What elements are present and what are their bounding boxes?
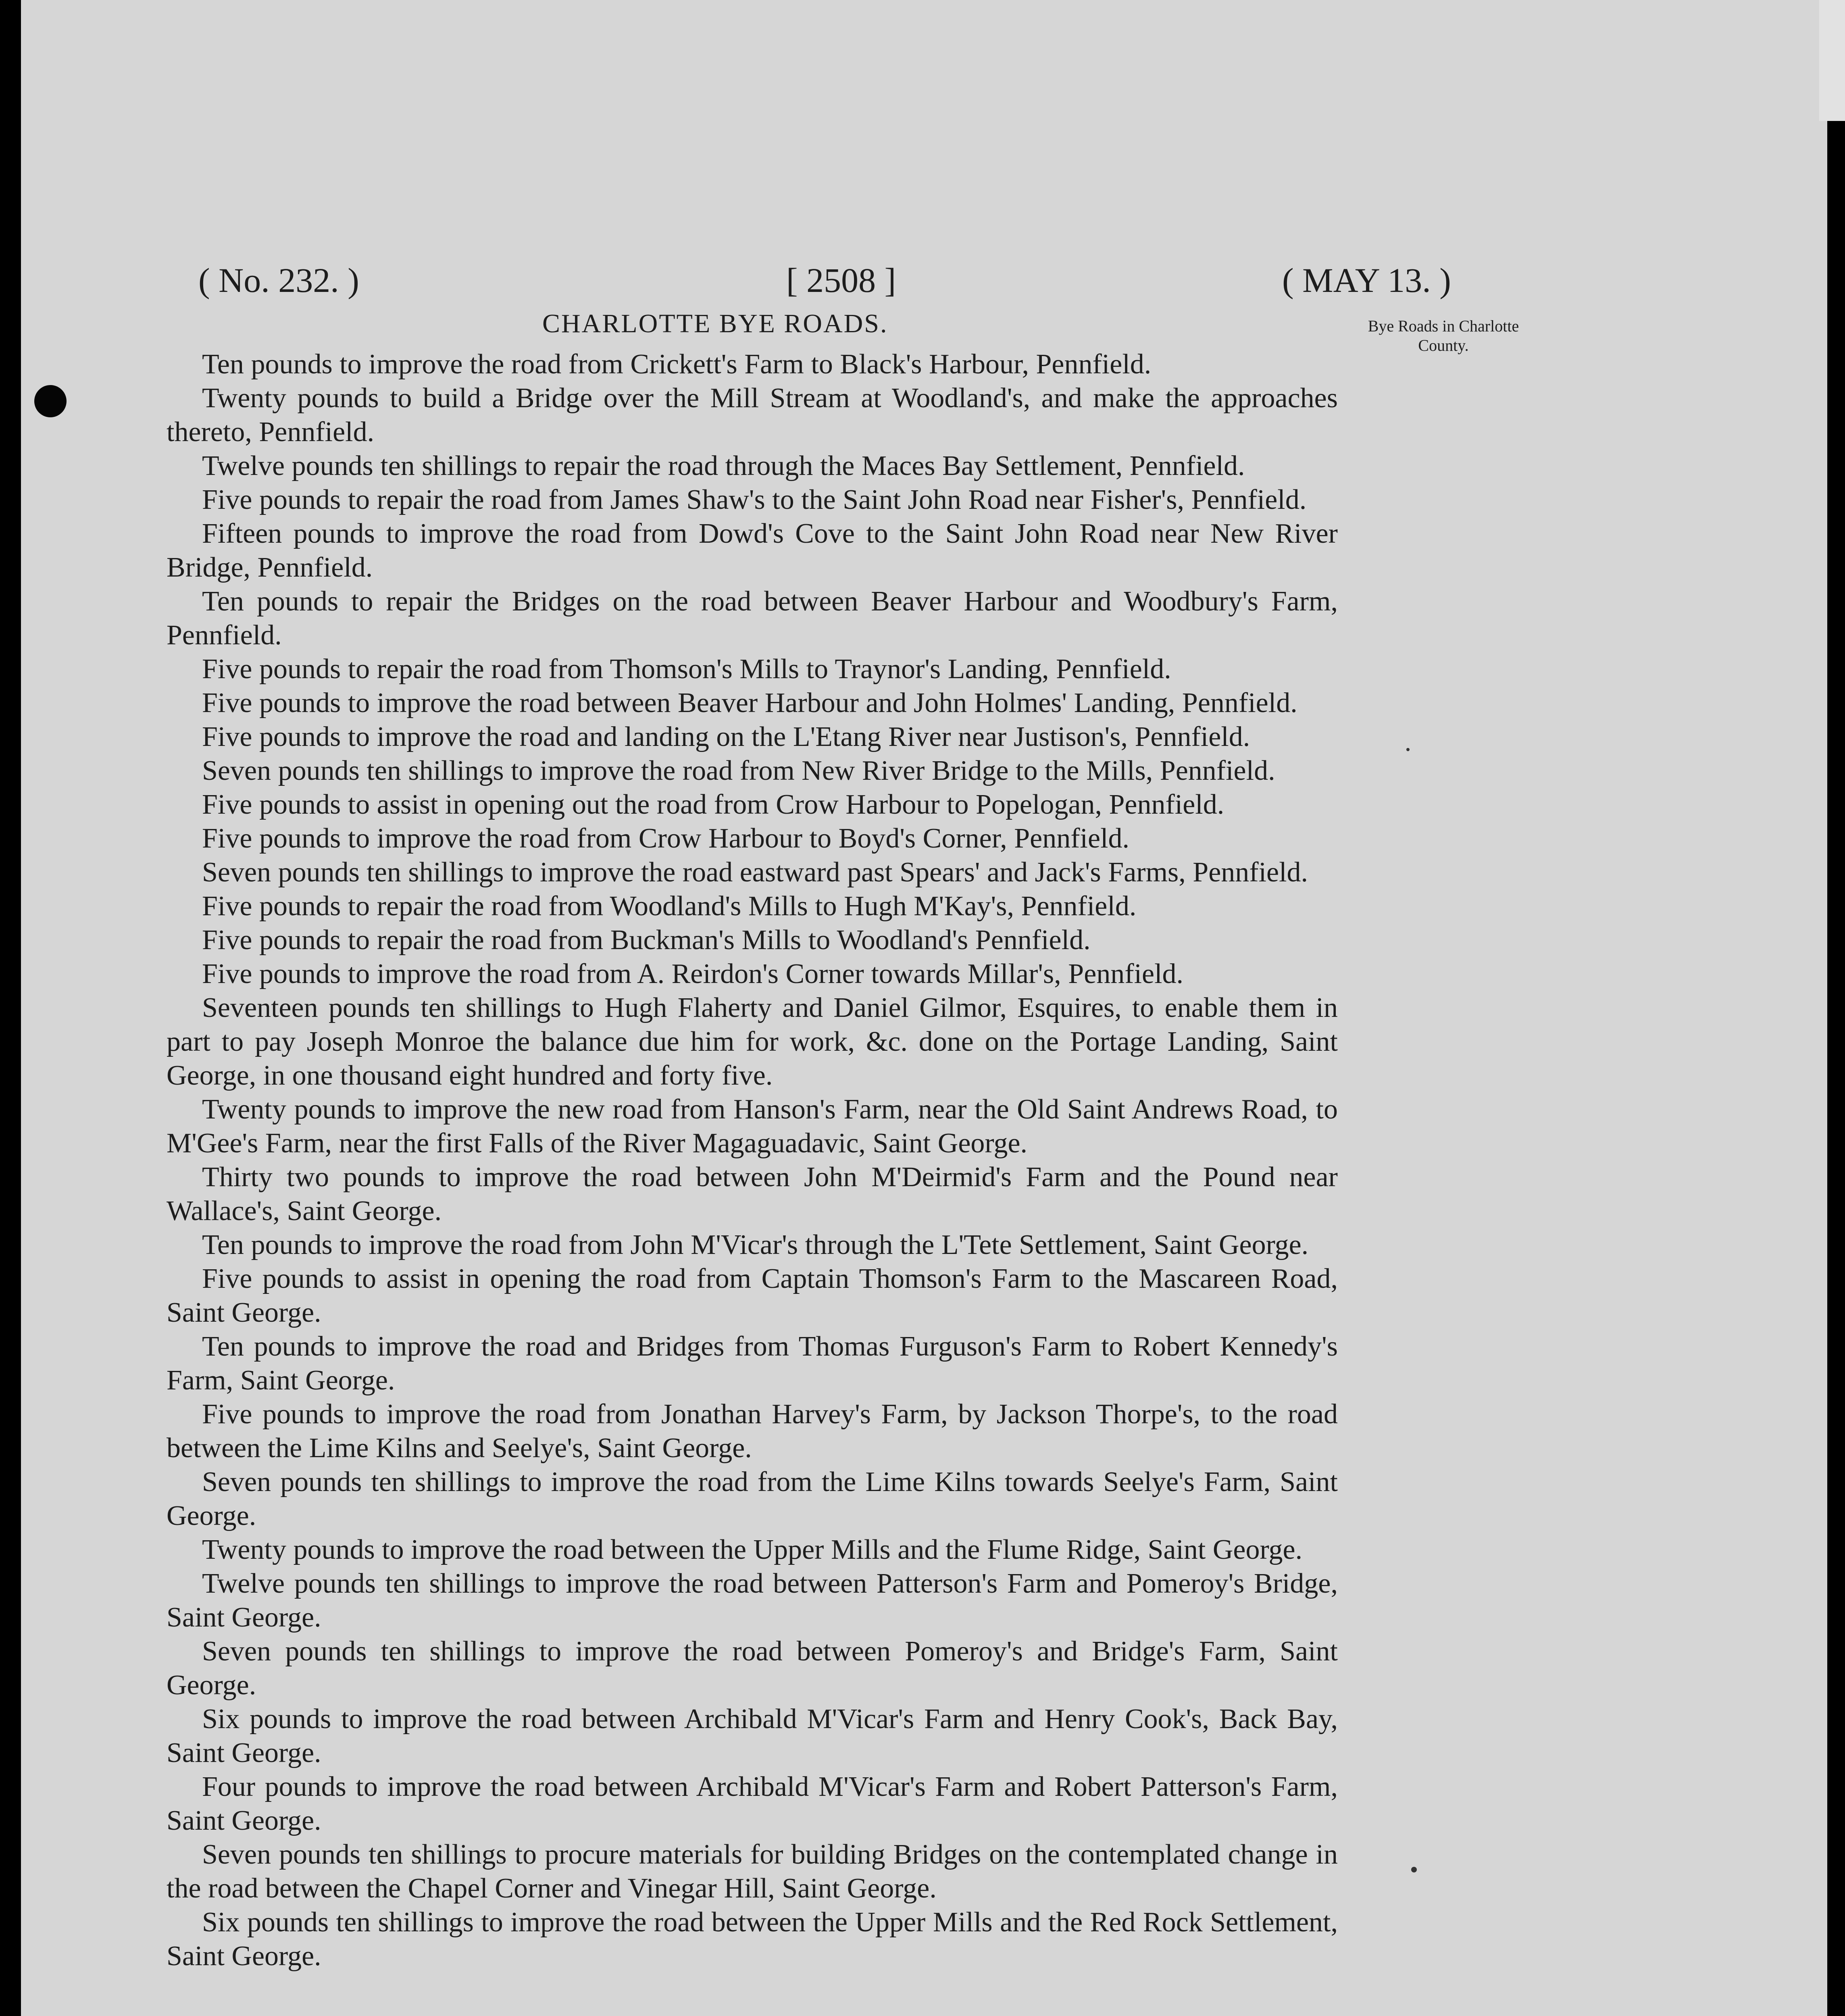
paragraph: Seventeen pounds ten shillings to Hugh Flaherty and Daniel Gilmor, Esquires, to enable them in part to pay Joseph Monroe the balance due him for work, &c. done on the Portage Landing, Saint George, in one thousand eight hundred and forty five.	[167, 992, 1338, 1091]
paragraph: Five pounds to improve the road from Jonathan Harvey's Farm, by Jackson Thorpe's, to the road between the Lime Kilns and Seelye's, Saint George.	[167, 1399, 1338, 1464]
margin-note: Bye Roads in Charlotte County.	[1368, 317, 1519, 354]
body-text	[167, 348, 1338, 1973]
paragraph: Seven pounds ten shillings to improve the road eastward past Spears' and Jack's Farms, Pennfield.	[202, 857, 1308, 888]
paragraph: Ten pounds to improve the road from Crickett's Farm to Black's Harbour, Pennfield.	[202, 349, 1152, 380]
paragraph: Five pounds to improve the road between Beaver Harbour and John Holmes' Landing, Pennfield.	[202, 687, 1297, 719]
paragraph: Twelve pounds ten shillings to repair the road through the Maces Bay Settlement, Pennfield.	[202, 450, 1245, 481]
paragraph: Five pounds to repair the road from Woodland's Mills to Hugh M'Kay's, Pennfield.	[202, 891, 1137, 922]
paragraph: Thirty two pounds to improve the road between John M'Deirmid's Farm and the Pound near Wallace's, Saint George.	[167, 1162, 1338, 1227]
chapter-number: ( No. 232. )	[198, 261, 359, 300]
paragraph: Twelve pounds ten shillings to improve the road between Patterson's Farm and Pomeroy's Bridge, Saint George.	[167, 1568, 1338, 1633]
page-header	[0, 258, 1845, 302]
paragraph: Five pounds to improve the road from Crow Harbour to Boyd's Corner, Pennfield.	[202, 823, 1130, 854]
paragraph: Five pounds to repair the road from James Shaw's to the Saint John Road near Fisher's, Pennfield.	[202, 484, 1307, 515]
paragraph: Seven pounds ten shillings to improve the road from the Lime Kilns towards Seelye's Farm, Saint George.	[167, 1466, 1338, 1531]
paragraph: Seven pounds ten shillings to improve the road from New River Bridge to the Mills, Pennfield.	[202, 755, 1275, 786]
paragraph: Twenty pounds to build a Bridge over the Mill Stream at Woodland's, and make the approaches thereto, Pennfield.	[167, 383, 1338, 448]
paragraph: Seven pounds ten shillings to procure materials for building Bridges on the contemplated change in the road between the Chapel Corner and Vinegar Hill, Saint George.	[167, 1839, 1338, 1904]
page-title: CHARLOTTE BYE ROADS.	[542, 309, 888, 338]
paragraph: Five pounds to assist in opening out the road from Crow Harbour to Popelogan, Pennfield.	[202, 789, 1224, 820]
paragraph: Twenty pounds to improve the new road from Hanson's Farm, near the Old Saint Andrews Road, to M'Gee's Farm, near the first Falls of the River Magaguadavic, Saint George.	[167, 1094, 1338, 1159]
paragraph: Five pounds to repair the road from Thomson's Mills to Traynor's Landing, Pennfield.	[202, 654, 1171, 685]
ink-speck	[1411, 1867, 1417, 1872]
page-edge-top	[1819, 0, 1845, 121]
paragraph: Fifteen pounds to improve the road from Dowd's Cove to the Saint John Road near New River Bridge, Pennfield.	[167, 518, 1338, 583]
paragraph: Seven pounds ten shillings to improve the road between Pomeroy's and Bridge's Farm, Saint George.	[167, 1636, 1338, 1701]
page-date: ( MAY 13. )	[1282, 261, 1451, 300]
paragraph: Six pounds to improve the road between Archibald M'Vicar's Farm and Henry Cook's, Back Bay, Saint George.	[167, 1704, 1338, 1768]
paragraph: Six pounds ten shillings to improve the road between the Upper Mills and the Red Rock Settlement, Saint George.	[167, 1907, 1338, 1972]
paragraph: Five pounds to repair the road from Buckman's Mills to Woodland's Pennfield.	[202, 925, 1091, 956]
punch-hole	[34, 385, 67, 417]
paragraph: Twenty pounds to improve the road between the Upper Mills and the Flume Ridge, Saint George.	[202, 1534, 1303, 1565]
paragraph: Ten pounds to improve the road from John M'Vicar's through the L'Tete Settlement, Saint George.	[202, 1229, 1309, 1260]
paragraph: Four pounds to improve the road between Archibald M'Vicar's Farm and Robert Patterson's Farm, Saint George.	[167, 1771, 1338, 1836]
paragraph: Five pounds to improve the road and landing on the L'Etang River near Justison's, Pennfield.	[202, 721, 1250, 752]
ink-speck	[1406, 748, 1410, 751]
paragraph: Five pounds to assist in opening the road from Captain Thomson's Farm to the Mascareen Road, Saint George.	[167, 1263, 1338, 1328]
paragraph: Ten pounds to repair the Bridges on the road between Beaver Harbour and Woodbury's Farm, Pennfield.	[167, 586, 1338, 651]
paragraph: Ten pounds to improve the road and Bridges from Thomas Furguson's Farm to Robert Kennedy's Farm, Saint George.	[167, 1331, 1338, 1396]
paragraph: Five pounds to improve the road from A. Reirdon's Corner towards Millar's, Pennfield.	[202, 958, 1184, 989]
page-number: [ 2508 ]	[786, 261, 896, 300]
